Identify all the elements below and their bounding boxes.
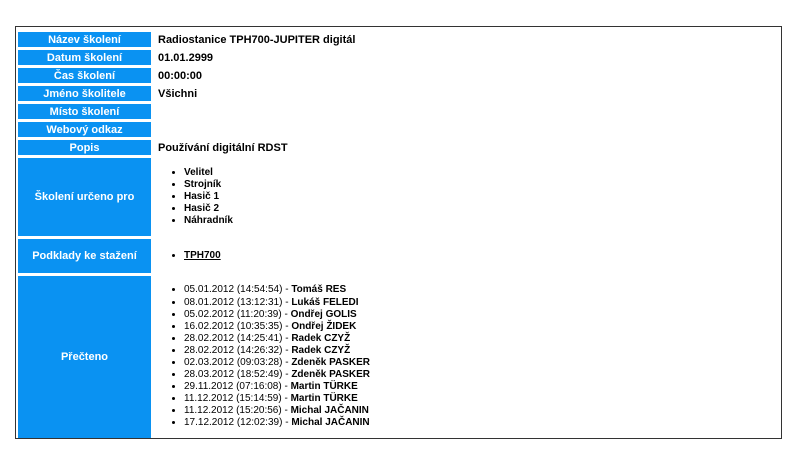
read-entry-name: Martin TÜRKE	[290, 381, 358, 393]
urceno-item: • Strojník	[184, 179, 773, 191]
value-misto	[151, 104, 773, 119]
read-entry-date: 16.02.2012 (10:35:35) -	[184, 320, 292, 332]
value-odkaz	[151, 122, 773, 137]
read-entry	[184, 405, 773, 417]
read-entry	[184, 417, 773, 429]
urceno-item: • Náhradník	[184, 215, 773, 227]
podklady-item	[184, 250, 773, 262]
urceno-list	[158, 167, 773, 227]
label-datum: Datum školení	[18, 50, 151, 65]
read-entry-name: Zdeněk PASKER	[291, 357, 371, 368]
read-entry-date: 28.03.2012 (18:52:49) -	[184, 369, 292, 381]
urceno-item: • Velitel	[184, 167, 773, 179]
training-detail-frame	[15, 26, 782, 439]
read-entry	[184, 297, 773, 309]
read-entry-date: 08.01.2012 (13:12:31) -	[184, 296, 292, 308]
value-nazev: Radiostanice TPH700-JUPITER digitál	[158, 33, 356, 46]
read-entry-date: 17.12.2012 (12:02:39) -	[184, 417, 292, 429]
row-datum	[18, 50, 773, 65]
read-entry	[184, 393, 773, 405]
read-entry-name: Ondřej GOLIS	[290, 308, 357, 320]
read-entry-date: 05.02.2012 (11:20:39) -	[184, 308, 291, 320]
read-entry	[184, 309, 773, 321]
read-entry-name: Radek CZYŽ	[291, 332, 351, 344]
row-misto	[18, 104, 773, 119]
read-entry-date: 05.01.2012 (14:54:54) -	[184, 284, 292, 296]
precteno-list	[158, 284, 773, 429]
row-urceno	[18, 158, 773, 236]
read-entry-date: 11.12.2012 (15:14:59) -	[184, 393, 291, 405]
read-entry-date: 29.11.2012 (07:16:08) -	[184, 381, 291, 393]
read-entry-date: 28.02.2012 (14:25:41) -	[184, 332, 292, 344]
urceno-item: • Hasič 1	[184, 191, 773, 203]
label-popis: Popis	[18, 140, 151, 155]
row-popis	[18, 140, 773, 155]
read-entry	[184, 357, 773, 369]
read-entry	[184, 345, 773, 357]
read-entry-name: Michal JAČANIN	[291, 417, 370, 429]
read-entry	[184, 321, 773, 333]
value-popis: Používání digitální RDST	[158, 141, 288, 154]
label-cas: Čas školení	[18, 68, 151, 83]
read-entry-date: 28.02.2012 (14:26:32) -	[184, 344, 292, 356]
label-misto: Místo školení	[18, 104, 151, 119]
read-entry-date: 02.03.2012 (09:03:28) -	[184, 357, 292, 368]
label-odkaz: Webový odkaz	[18, 122, 151, 137]
read-entry-name: Michal JAČANIN	[290, 405, 369, 417]
read-entry	[184, 284, 773, 296]
label-skolitel: Jméno školitele	[18, 86, 151, 101]
label-podklady: Podklady ke stažení	[18, 239, 151, 273]
row-skolitel	[18, 86, 773, 101]
read-entry-name: Lukáš FELEDI	[291, 296, 359, 308]
row-precteno	[18, 276, 773, 438]
read-entry	[184, 333, 773, 345]
row-nazev	[18, 32, 773, 47]
read-entry	[184, 369, 773, 381]
training-detail-table	[18, 29, 773, 441]
read-entry-date: 11.12.2012 (15:20:56) -	[184, 405, 291, 417]
read-entry	[184, 381, 773, 393]
label-urceno: Školení určeno pro	[18, 158, 151, 236]
read-entry-name: Martin TÜRKE	[290, 393, 358, 405]
value-skolitel: Všichni	[158, 87, 198, 100]
read-entry-name: Ondřej ŽIDEK	[291, 320, 357, 332]
row-cas	[18, 68, 773, 83]
row-podklady	[18, 239, 773, 273]
row-odkaz	[18, 122, 773, 137]
value-cas: 00:00:00	[158, 69, 203, 82]
read-entry-name: Zdeněk PASKER	[291, 369, 371, 381]
label-nazev: Název školení	[18, 32, 151, 47]
urceno-item: • Hasič 2	[184, 203, 773, 215]
value-datum: 01.01.2999	[158, 51, 214, 64]
read-entry-name: Radek CZYŽ	[291, 344, 351, 356]
podklady-list	[158, 250, 773, 262]
read-entry-name: Tomáš RES	[291, 284, 347, 296]
download-link[interactable]: TPH700	[184, 249, 221, 261]
label-precteno: Přečteno	[18, 276, 151, 438]
